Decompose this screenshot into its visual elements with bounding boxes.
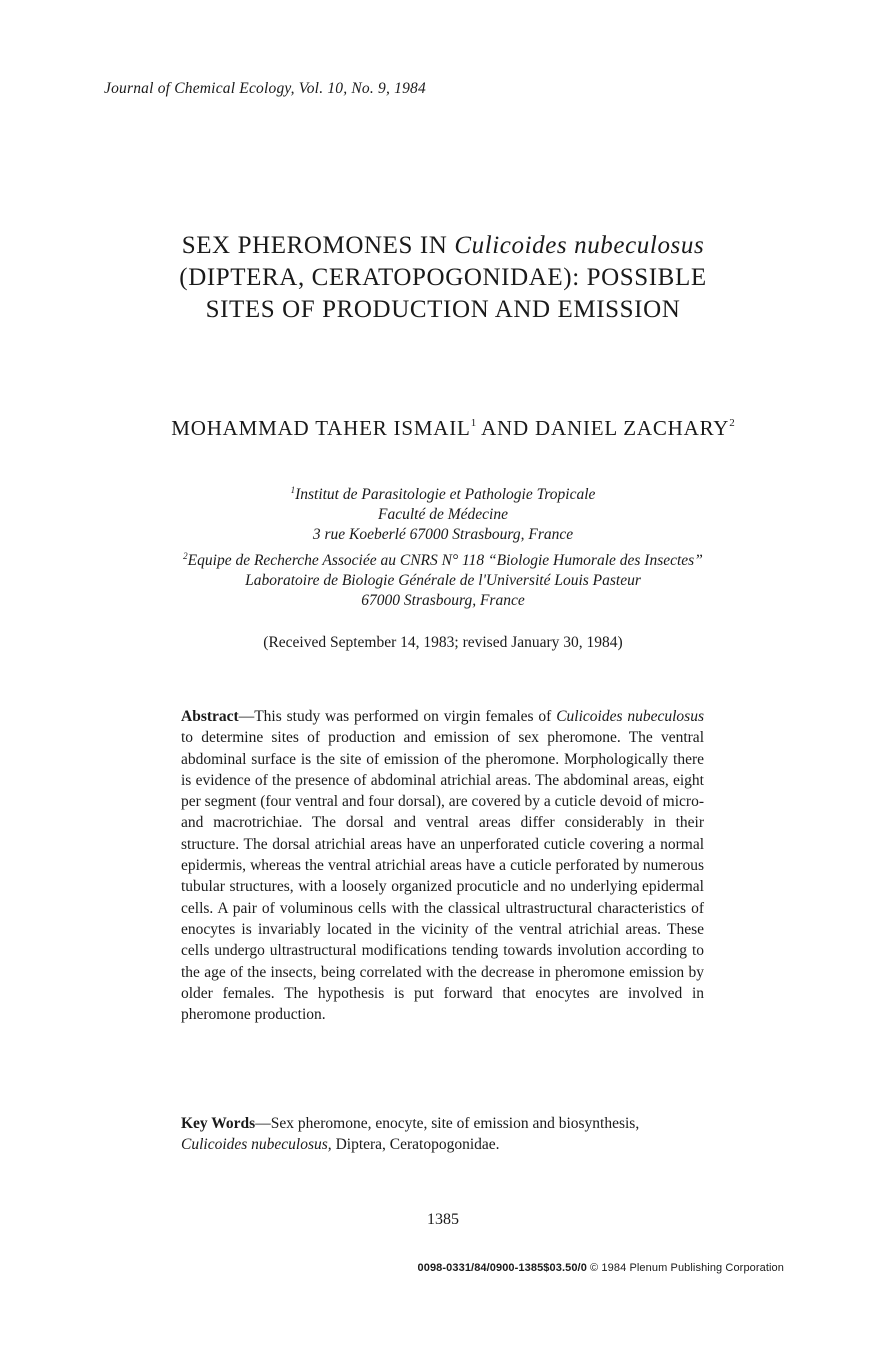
keywords-dash: — <box>255 1115 271 1132</box>
abstract-dash: — <box>238 708 255 725</box>
abstract-species: Culicoides nubeculosus <box>556 708 704 725</box>
author-1-affil-mark: 1 <box>470 417 477 429</box>
abstract-lead: This study was performed on virgin females of <box>254 708 557 725</box>
keywords-tail: Diptera, Ceratopogonidae. <box>331 1136 500 1154</box>
affiliation-line <box>0 546 886 571</box>
journal-citation: Journal of Chemical Ecology, Vol. 10, No. 9, 1984 <box>104 80 426 97</box>
keywords <box>181 1113 704 1156</box>
author-list <box>0 416 886 441</box>
affiliation-line: 67000 Strasbourg, France <box>361 592 525 610</box>
affiliation-line: Laboratoire de Biologie Générale de l'Université Louis Pasteur <box>245 571 641 589</box>
article-code: 0098-0331/84/0900-1385$03.50/0 <box>417 1262 587 1274</box>
affil-1-institute: Institut de Parasitologie et Pathologie Tropicale <box>295 486 596 503</box>
copyright-footer <box>418 1262 784 1274</box>
affiliation-line: Faculté de Médecine <box>378 506 508 524</box>
received-dates: (Received September 14, 1983; revised January 30, 1984) <box>263 634 623 651</box>
keywords-lead: Sex pheromone, enocyte, site of emission and biosynthesis, <box>270 1115 640 1132</box>
title-line-1 <box>0 230 886 262</box>
copyright-notice: © 1984 Plenum Publishing Corporation <box>586 1262 784 1274</box>
affil-2-institute: Equipe de Recherche Associée au CNRS N° 118 “Biologie Humorale des Insectes” <box>187 551 703 569</box>
author-2-affil-mark: 2 <box>729 417 735 429</box>
affiliation-line: 3 rue Koeberlé 67000 Strasbourg, France <box>312 526 574 544</box>
article-title <box>0 230 886 326</box>
abstract-label: Abstract <box>181 708 239 725</box>
keywords-label: Key Words <box>181 1115 256 1132</box>
abstract <box>181 706 704 1025</box>
title-part1: SEX PHEROMONES IN <box>181 232 455 259</box>
page-number: 1385 <box>427 1211 459 1228</box>
abstract-body: to determine sites of production and emission of sex pheromone. The ventral abdominal surface is the site of emission of the pheromone. Morphologically there is evidence of the presence of abdominal atrichial areas. The abdominal areas, eight per segment (four ventral and four dorsal), are covered by a cuticle devoid of micro- and macrotrichiae. The dorsal and ventral areas differ considerably in their structure. The dorsal atrichial areas have an unperforated cuticle covering a normal epidermis, whereas the ventral atrichial areas have a cuticle perforated by numerous tubular structures, with a loosely organized procuticle and no underlying epidermal cells. A pair of voluminous cells with the classical ultrastructural characteristics of enocytes is invariably located in the vicinity of the ventral atrichial areas. These cells undergo ultrastructural modifications tending towards involution according to the age of the insects, being correlated with the decrease in pheromone emission by older females. The hypothesis is put forward that enocytes are involved in pheromone production. <box>181 729 704 1024</box>
affiliations <box>0 480 886 611</box>
author-2: DANIEL ZACHARY <box>535 416 730 440</box>
author-1: MOHAMMAD TAHER ISMAIL <box>171 416 471 440</box>
affil-1-mark: 1 <box>290 485 296 495</box>
affil-2-mark: 2 <box>183 550 188 561</box>
title-line-2: (DIPTERA, CERATOPOGONIDAE): POSSIBLE <box>179 264 707 291</box>
affiliation-line <box>0 480 886 505</box>
title-line-3: SITES OF PRODUCTION AND EMISSION <box>205 296 681 323</box>
title-species: Culicoides nubeculosus <box>454 232 705 259</box>
keywords-species: Culicoides nubeculosus, <box>181 1136 332 1154</box>
author-conjunction: AND <box>476 416 536 440</box>
